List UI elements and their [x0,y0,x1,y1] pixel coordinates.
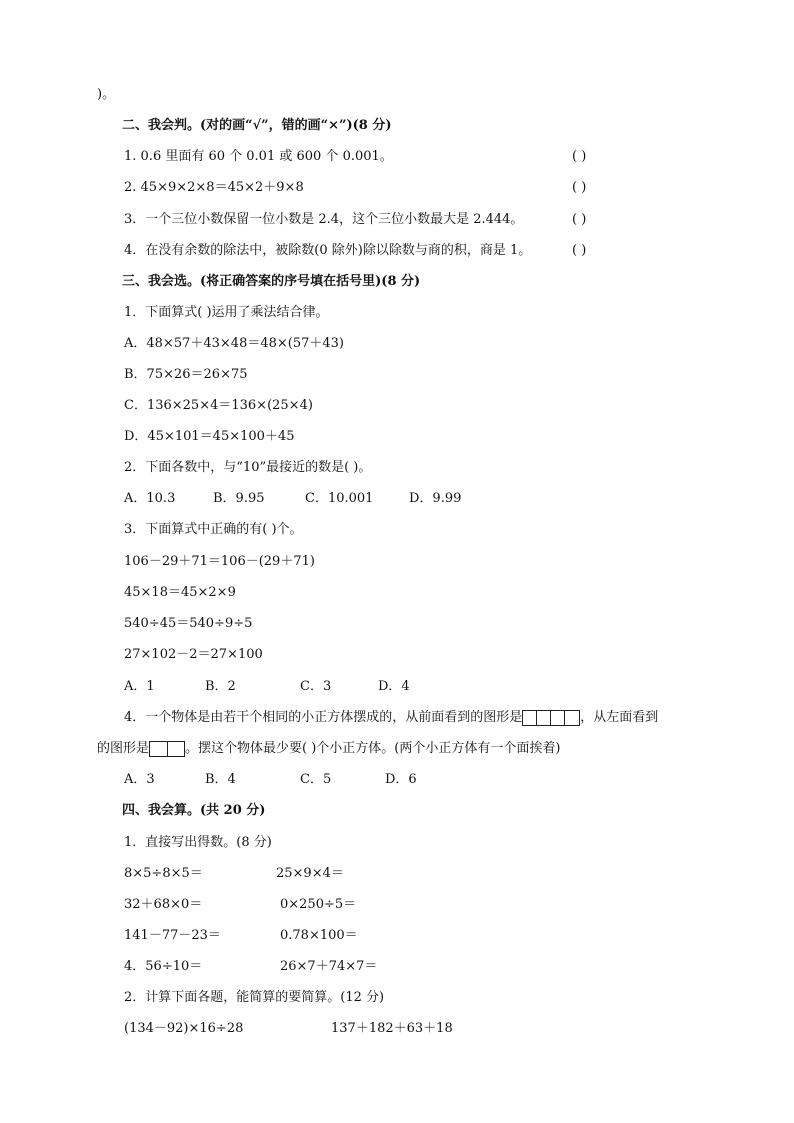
judge-answer-1[interactable]: ( ) [572,149,587,164]
choice-q4-option-c: C．5 [300,772,332,787]
continued-fragment: )。 [97,87,116,102]
choice-q1-option-c: C．136×25×4＝136×(25×4) [124,398,313,413]
calc-q1-expr: 0×250÷5＝ [280,897,357,912]
calc-q1-expr: 8×5÷8×5＝ [124,866,203,881]
choice-q3-option-b: B．2 [205,679,236,694]
choice-q3-equation-4: 27×102－2＝27×100 [124,647,263,662]
choice-q1-option-d: D．45×101＝45×100＋45 [124,429,295,444]
judge-item-2: 2. 45×9×2×8＝45×2＋9×8 [124,180,304,195]
judge-item-3: 3．一个三位小数保留一位小数是 2.4，这个三位小数最大是 2.444。 [124,212,524,227]
calc-q1-expr: 32＋68×0＝ [124,897,203,912]
judge-answer-2[interactable]: ( ) [572,180,587,195]
calc-q1-expr: 0.78×100＝ [280,928,358,943]
choice-q3-equation-1: 106－29＋71＝106－(29＋71) [124,554,315,569]
choice-q4-option-a: A．3 [124,772,155,787]
choice-q2-stem: 2．下面各数中，与“10”最接近的数是( )。 [124,460,372,475]
judge-answer-4[interactable]: ( ) [572,243,587,258]
calc-q2-stem: 2．计算下面各题，能简算的要简算。(12 分) [124,990,385,1005]
choice-q3-option-d: D．4 [378,679,410,694]
calc-q1-expr: 141－77－23＝ [124,928,221,943]
choice-q2-option-c: C．10.001 [305,491,374,506]
choice-q3-equation-3: 540÷45＝540÷9÷5 [124,616,253,631]
calc-q2-expr-1: (134－92)×16÷28 [124,1021,244,1036]
calc-q1-expr: 4．56÷10＝ [124,959,203,974]
choice-q4-stem-part2: ，从左面看到 [580,710,659,725]
choice-q4-option-d: D．6 [385,772,417,787]
choice-q1-option-b: B．75×26＝26×75 [124,367,248,382]
choice-q4-option-b: B．4 [205,772,236,787]
judge-item-4: 4．在没有余数的除法中，被除数(0 除外)除以除数与商的积，商是 1。 [124,243,532,258]
choice-q2-option-a: A．10.3 [124,491,176,506]
calc-q1-expr: 26×7＋74×7＝ [280,959,378,974]
section3-heading: 三、我会选。(将正确答案的序号填在括号里)(8 分) [122,274,421,289]
judge-answer-3[interactable]: ( ) [572,212,587,227]
calc-q1-stem: 1．直接写出得数。(8 分) [124,835,272,850]
front-view-figure [522,710,580,726]
choice-q2-option-d: D．9.99 [409,491,462,506]
choice-q2-option-b: B．9.95 [213,491,265,506]
choice-q3-option-c: C．3 [300,679,332,694]
choice-q4-stem-part4: 。摆这个物体最少要( )个小正方体。(两个小正方体有一个面挨着) [185,741,561,756]
section4-heading: 四、我会算。(共 20 分) [122,803,266,818]
section2-heading: 二、我会判。(对的画“√”，错的画“×”)(8 分) [122,118,392,133]
choice-q4-stem-line2 [97,740,560,758]
choice-q4-stem-part1: 4．一个物体是由若干个相同的小正方体摆成的，从前面看到的图形是 [124,710,523,725]
choice-q4-stem-line1 [124,709,658,727]
calc-q2-expr-2: 137＋182＋63＋18 [331,1021,453,1036]
choice-q3-option-a: A．1 [124,679,155,694]
choice-q3-stem: 3．下面算式中正确的有( )个。 [124,522,303,537]
choice-q1-option-a: A．48×57＋43×48＝48×(57＋43) [124,336,345,351]
choice-q1-stem: 1．下面算式( )运用了乘法结合律。 [124,305,329,320]
choice-q4-stem-part3: 的图形是 [97,741,150,756]
calc-q1-expr: 25×9×4＝ [276,866,344,881]
choice-q3-equation-2: 45×18＝45×2×9 [124,585,236,600]
left-view-figure [149,741,185,757]
judge-item-1: 1. 0.6 里面有 60 个 0.01 或 600 个 0.001。 [124,149,393,164]
